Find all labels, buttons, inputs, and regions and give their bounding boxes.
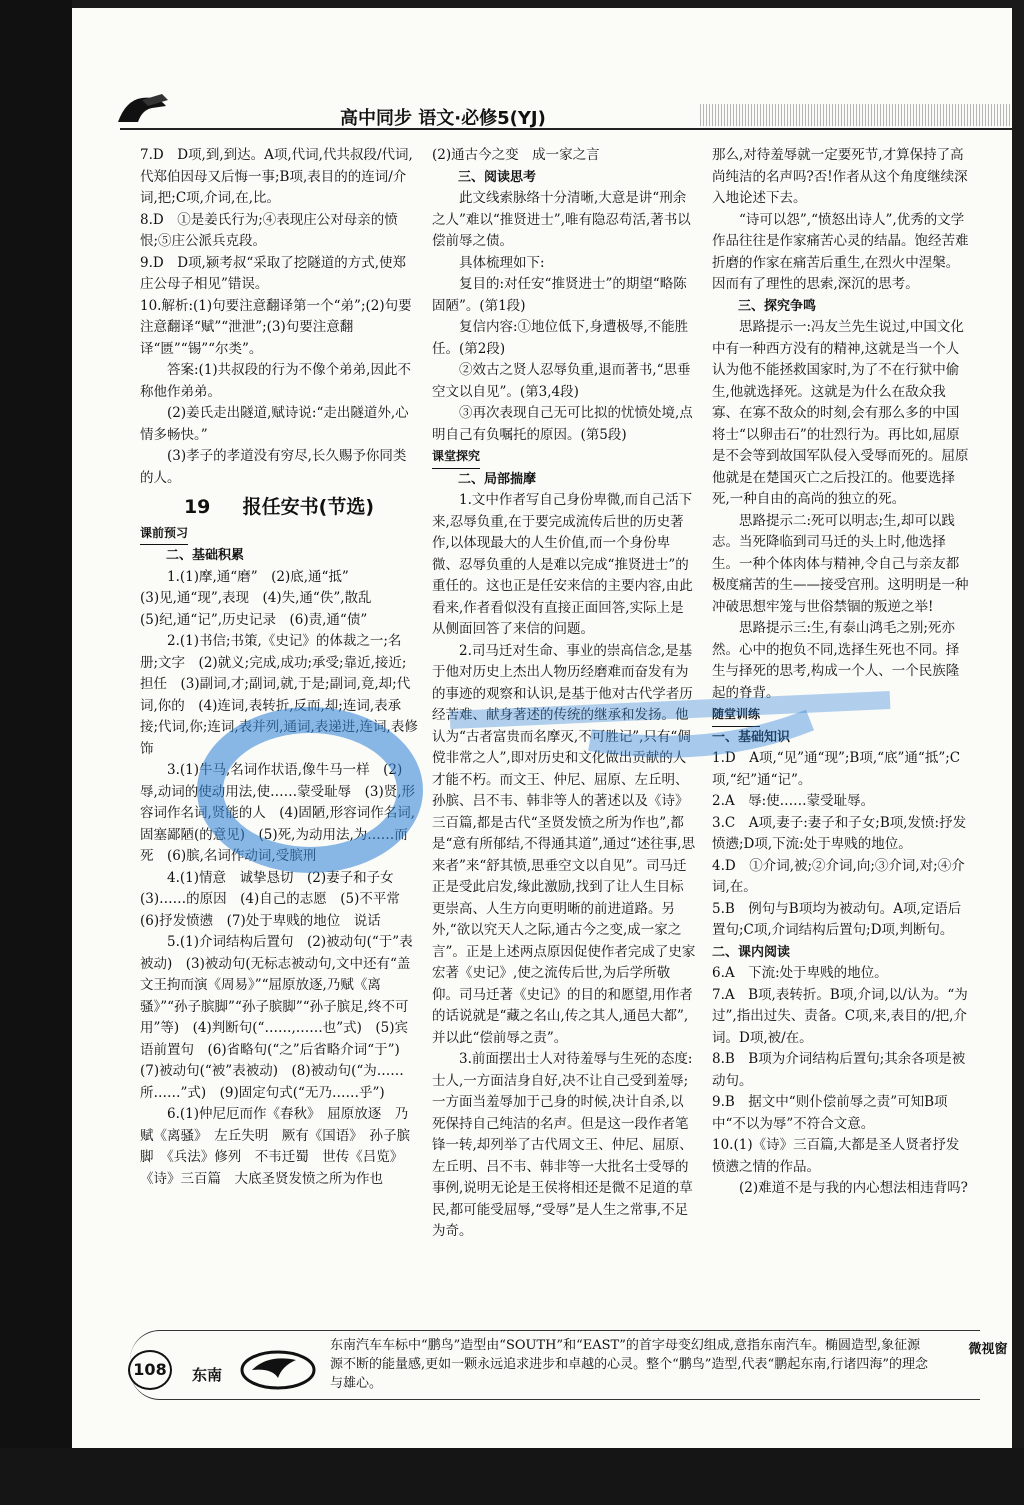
answer-item: 此文线索脉络十分清晰,大意是讲“刑余之人”难以“推贤进士”,唯有隐忍苟活,著书以偿前辱之债。 <box>432 190 691 249</box>
lesson-title <box>140 497 418 519</box>
section-tag-explore: 课堂探究 <box>432 446 480 469</box>
section-heading: 一、基础知识 <box>712 729 791 745</box>
section-heading: 二、基础积累 <box>166 548 245 563</box>
answer-item: 2.司马迁对生命、事业的崇高信念,是基于他对历史上杰出人物历经磨难而奋发有为的事迹的观察和认识,是基于他对古代学者历经苦难、献身著述的传统的继承和发扬。他认为“古者富贵而名摩灭,不可胜记”,只有“倜傥非常之人”,即对历史和文化做出贡献的人才能不朽。而文王、仲尼、屈原、左丘明、孙膑、吕不韦、韩非等人的著述以及《诗》三百篇,都是古代“圣贤发愤之所为作也”,都是“意有所郁结,不得通其道”,通过“述往事,思来者”来“舒其愤,思垂空文以自见”。司马迁正是受此启发,缘此激励,找到了让人生目标更崇高、人生方向更明晰的前进道路。另外,“欲以究天人之际,通古今之变,成一家之言”。正是上述两点原因促使作者完成了史家宏著《史记》,使之流传后世,为后学所敬仰。司马迁著《史记》的目的和愿望,用作者的话说就是“藏之名山,传之其人,通邑大都”,并以此“偿前辱之责”。 <box>432 642 696 1046</box>
answer-item: (2)姜氏走出隧道,赋诗说:“走出隧道外,心情多畅快。” <box>140 405 409 443</box>
section-heading: 三、阅读思考 <box>458 169 537 185</box>
answer-item: (3)孝子的孝道没有穷尽,长久赐予你同类的人。 <box>140 448 407 486</box>
answer-item: 2.(1)书信;书策,《史记》的体裁之一;名册;文字 (2)就义;完成,成功;承受;靠近,接近;担任 (3)副词,才;副词,就,于是;副词,竟,却;代词,你的 (4)连词,表转折,反而,却;连词,表承接;代词,你;连词,表并列,通词,表递进,连词,表修饰 <box>140 633 418 757</box>
answer-item: 3.(1)牛马,名词作状语,像牛马一样 (2)辱,动词的使动用法,使……蒙受耻辱 (3)贤,形容词作名词,贤能的人 (4)固陋,形容词作名词,固塞鄙陋(的意见) (5)死,为动用法,为……而死 (6)膑,名词作动词,受膑刑 <box>140 762 415 864</box>
column-2 <box>432 145 697 1243</box>
footer-description: 东南汽车车标中“鹏鸟”造型由“SOUTH”和“EAST”的首字母变幻组成,意指东南汽车。椭圆造型,象征源源不断的能量感,更如一颗永远追求进步和卓越的心灵。整个“鹏鸟”造型,代表“鹏起东南,行诸四海”的理念与雄心。 <box>330 1338 928 1391</box>
answer-item: 1.文中作者写自己身份卑微,而自己活下来,忍辱负重,在于要完成流传后世的历史著作,以体现最大的人生价值,而一个身份卑微、忍辱负重的人是难以完成“推贤进士”的重任的。这也正是任安来信的主要内容,由此看来,作者看似没有直接正面回答,实际上是从侧面回答了来信的问题。 <box>432 492 693 637</box>
answer-item: (2)难道不是与我的内心想法相违背吗? <box>739 1180 968 1196</box>
answer-item: 5.(1)介词结构后置句 (2)被动句(“于”表被动) (3)被动句(无标志被动句,文中还有“盖文王拘而演《周易》”“屈原放逐,乃赋《离骚》”“孙子膑脚”“孙子膑脚”“孙子膑足,终不可用”等) (4)判断句(“……,……也”式) (5)宾语前置句 (6)省略句(“之”后省略介词“于”) (7)被动句(“被”表被动) (8)被动句(“为……所……”式) (9)固定句式(“无乃……乎”) <box>140 934 414 1101</box>
answer-item: 思路提示一:冯友兰先生说过,中国文化中有一种西方没有的精神,这就是当一个人认为他不能拯救国家时,为了不在行狱中偷生,他就选择死。这就是为什么在敌众我寡、在寡不敌众的时刻,会有那么多的中国将士“以卵击石”的壮烈行为。再比如,屈原是不会等到故国军队侵入受辱而死的。屈原他就是在楚国灭亡之后投江的。他要选择死,一种自由的高尚的独立的死。 <box>712 319 969 507</box>
answer-item: 3.前面摆出士人对待羞辱与生死的态度:士人,一方面洁身自好,决不让自己受到羞辱;一方面当羞辱加于己身的时候,决计自杀,以死保持自己纯洁的名声。但是这一段作者笔锋一转,却列举了古代周文王、仲尼、屈原、左丘明、吕不韦、韩非等一大批名士受辱的事例,说明无论是王侯将相还是微不足道的草民,都可能受屈辱,“受辱”是人生之常事,不足为奇。 <box>432 1051 693 1239</box>
answer-item: 9.B 据文中“则仆偿前辱之责”可知B项中“不以为辱”不符合文意。 <box>712 1094 948 1132</box>
answer-item: 答案:(1)共叔段的行为不像个弟弟,因此不称他作弟弟。 <box>140 362 411 400</box>
column-3 <box>712 145 970 1200</box>
answer-item: 10.(1)《诗》三百篇,大都是圣人贤者抒发愤懑之情的作品。 <box>712 1137 960 1175</box>
answer-item: 8.D ①是姜氏行为;④表现庄公对母亲的愤恨;⑤庄公派兵克段。 <box>140 211 398 249</box>
answer-item: 6.(1)仲尼厄而作《春秋》 屈原放逐 乃赋《离骚》 左丘失明 厥有《国语》 孙子膑脚 《兵法》修列 不韦迁蜀 世传《吕览》 《诗》三百篇 大底圣贤发愤之所为作也 <box>140 1106 410 1187</box>
answer-item: 7.A B项,表转折。B项,介词,以/认为。“为过”,指出过失、责备。C项,来,表目的/把,介词。D项,被/在。 <box>712 986 968 1046</box>
southeast-motor-logo-icon <box>238 1348 318 1392</box>
section-tag-preview: 课前预习 <box>140 523 188 546</box>
answer-item: 4.D ①介词,被;②介词,向;③介词,对;④介词,在。 <box>712 857 965 895</box>
answer-item: 10.解析:(1)句要注意翻译第一个“弟”;(2)句要注意翻译“赋”“泄泄”;(3)句要注意翻译“匮”“锡”“尔类”。 <box>140 297 412 357</box>
page-number: 108 <box>128 1350 172 1390</box>
answer-item: 1.D A项,“见”通“现”;B项,“底”通“抵”;C项,“纪”通“记”。 <box>712 750 961 788</box>
answer-item: (5)纪,通“记”,历史记录 (6)责,通“债” <box>140 611 368 628</box>
answer-item: 8.B B项为介词结构后置句;其余各项是被动句。 <box>712 1051 966 1089</box>
answer-item: 4.(1)情意 诚挚恳切 (2)妻子和子女 (3)……的原因 (4)自己的志愿 (5)不平常 (6)抒发愤懑 (7)处于卑贱的地位 说话 <box>140 869 414 929</box>
answer-item: 思路提示三:生,有泰山鸿毛之别;死亦然。心中的抱负不同,选择生死也不同。择生与择死的思考,构成一个人、一个民族隆起的脊背。 <box>712 620 960 701</box>
answer-item: 具体梳理如下: <box>459 254 545 271</box>
answer-item: (2)通古今之变 成一家之言 <box>432 147 600 163</box>
answer-item: 复目的:对任安“推贤进士”的期望“略陈固陋”。(第1段) <box>432 276 687 314</box>
answer-item: (3)见,通“现”,表现 (4)失,通“佚”,散乱 <box>140 590 372 606</box>
answer-item: 1.(1)摩,通“磨” (2)底,通“抵” <box>167 568 349 585</box>
answer-item: 复信内容:①地位低下,身遭极辱,不能胜任。(第2段) <box>432 319 689 357</box>
section-heading: 三、探究争鸣 <box>738 298 817 314</box>
column-1 <box>140 145 418 1190</box>
page-header-title: 高中同步 语文·必修5(YJ) <box>340 108 546 129</box>
header-pattern <box>700 104 1012 126</box>
answer-item: ②效古之贤人忍辱负重,退而著书,“思垂空文以自见”。(第3,4段) <box>432 362 691 400</box>
section-tag-practice: 随堂训练 <box>712 704 760 727</box>
answer-item: 那么,对待羞辱就一定要死节,才算保持了高尚纯洁的名声吗?否!作者从这个角度继续深入地论述下去。 <box>712 147 968 206</box>
scan-left-edge <box>0 0 72 1505</box>
answer-item: 9.D D项,颍考叔“采取了挖隧道的方式,使郑庄公母子相见”错误。 <box>140 254 407 292</box>
footer-brand-name: 东南 <box>192 1366 223 1384</box>
answer-item: 7.D D项,到,到达。A项,代词,代共叔段/代词,代郑伯因母又后悔一事;B项,表目的的连词/介词,把;C项,介词,在,比。 <box>140 147 413 206</box>
answer-item: 3.C A项,妻子:妻子和子女;B项,发愤:抒发愤懑;D项,下流:处于卑贱的地位。 <box>712 814 967 852</box>
answer-item: ③再次表现自己无可比拟的忧愤处境,点明自己有负嘱托的原因。(第5段) <box>432 405 693 443</box>
scan-bottom-edge <box>0 1448 1024 1505</box>
answer-item: 5.B 例句与B项均为被动句。A项,定语后置句;C项,介词结构后置句;D项,判断句。 <box>712 900 962 938</box>
lesson-number: 19 <box>183 496 211 518</box>
answer-item: 6.A 下流:处于卑贱的地位。 <box>712 965 888 981</box>
section-heading: 二、局部揣摩 <box>458 471 537 487</box>
answer-item: “诗可以怨”,“愤怒出诗人”,优秀的文学作品往往是作家痛苦心灵的结晶。饱经苦难折磨的作家在痛苦后重生,在烈火中涅槃。因而有了理性的思索,深沉的思考。 <box>712 211 969 292</box>
answer-item: 思路提示二:死可以明志;生,却可以践志。当死降临到司马迁的头上时,他选择生。一种个体肉体与精神,令自己与亲友都极度痛苦的生——接受宫刑。这明明是一种冲破思想牢笼与世俗禁锢的叛逆之举! <box>712 512 969 615</box>
side-badge: 微视窗 <box>968 1342 1008 1357</box>
section-heading: 二、课内阅读 <box>712 944 791 960</box>
answer-item: 2.A 辱:使……蒙受耻辱。 <box>712 793 875 809</box>
lesson-name: 报任安书(节选) <box>242 496 375 518</box>
